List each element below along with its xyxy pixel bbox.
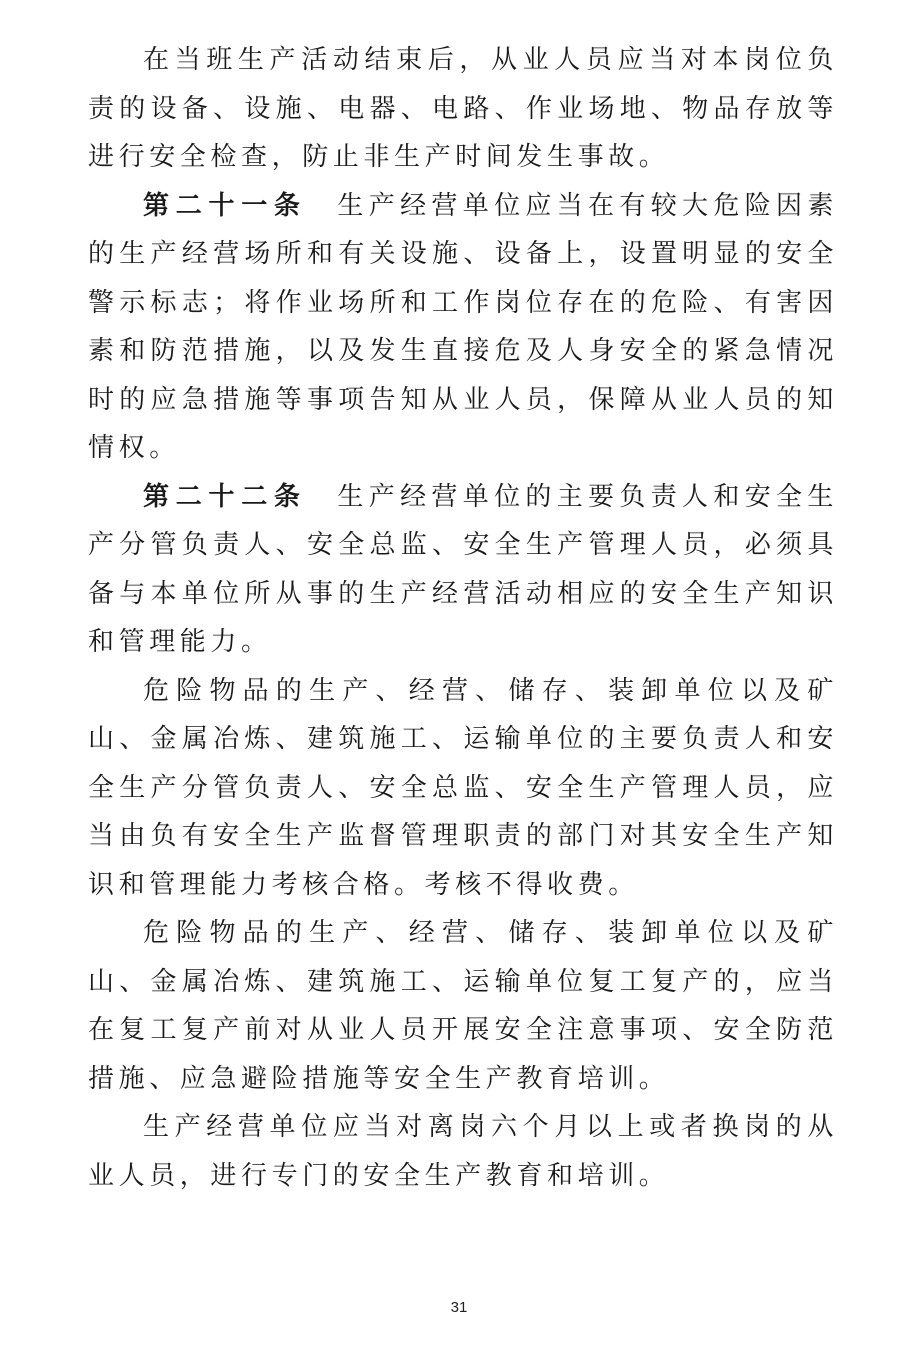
paragraph-text: 生产经营单位的主要负责人和安全生产分管负责人、安全总监、安全生产管理人员，必须具备与本单位所从事的生产经营活动相应的安全生产知识和管理能力。: [88, 481, 838, 657]
article-number: 第二十二条: [143, 481, 307, 512]
paragraph: [88, 36, 838, 182]
paragraph: [88, 1103, 838, 1200]
paragraph-text: 在当班生产活动结束后，从业人员应当对本岗位负责的设备、设施、电器、电路、作业场地、物品存放等进行安全检查，防止非生产时间发生事故。: [88, 45, 838, 172]
article-number: 第二十一条: [143, 190, 307, 221]
article-paragraph-21: [88, 182, 838, 473]
document-body: [88, 36, 838, 1200]
paragraph-text: 危险物品的生产、经营、储存、装卸单位以及矿山、金属冶炼、建筑施工、运输单位的主要负责人和安全生产分管负责人、安全总监、安全生产管理人员，应当由负有安全生产监督管理职责的部门对其安全生产知识和管理能力考核合格。考核不得收费。: [88, 675, 838, 900]
page-number: 31: [450, 1299, 468, 1316]
paragraph-text: 危险物品的生产、经营、储存、装卸单位以及矿山、金属冶炼、建筑施工、运输单位复工复产的，应当在复工复产前对从业人员开展安全注意事项、安全防范措施、应急避险措施等安全生产教育培训。: [88, 918, 838, 1094]
paragraph: [88, 667, 838, 910]
paragraph: [88, 909, 838, 1103]
paragraph-text: 生产经营单位应当在有较大危险因素的生产经营场所和有关设施、设备上，设置明显的安全警示标志；将作业场所和工作岗位存在的危险、有害因素和防范措施，以及发生直接危及人身安全的紧急情况时的应急措施等事项告知从业人员，保障从业人员的知情权。: [88, 190, 838, 463]
article-paragraph-22: [88, 473, 838, 667]
paragraph-text: 生产经营单位应当对离岗六个月以上或者换岗的从业人员，进行专门的安全生产教育和培训。: [88, 1112, 838, 1191]
